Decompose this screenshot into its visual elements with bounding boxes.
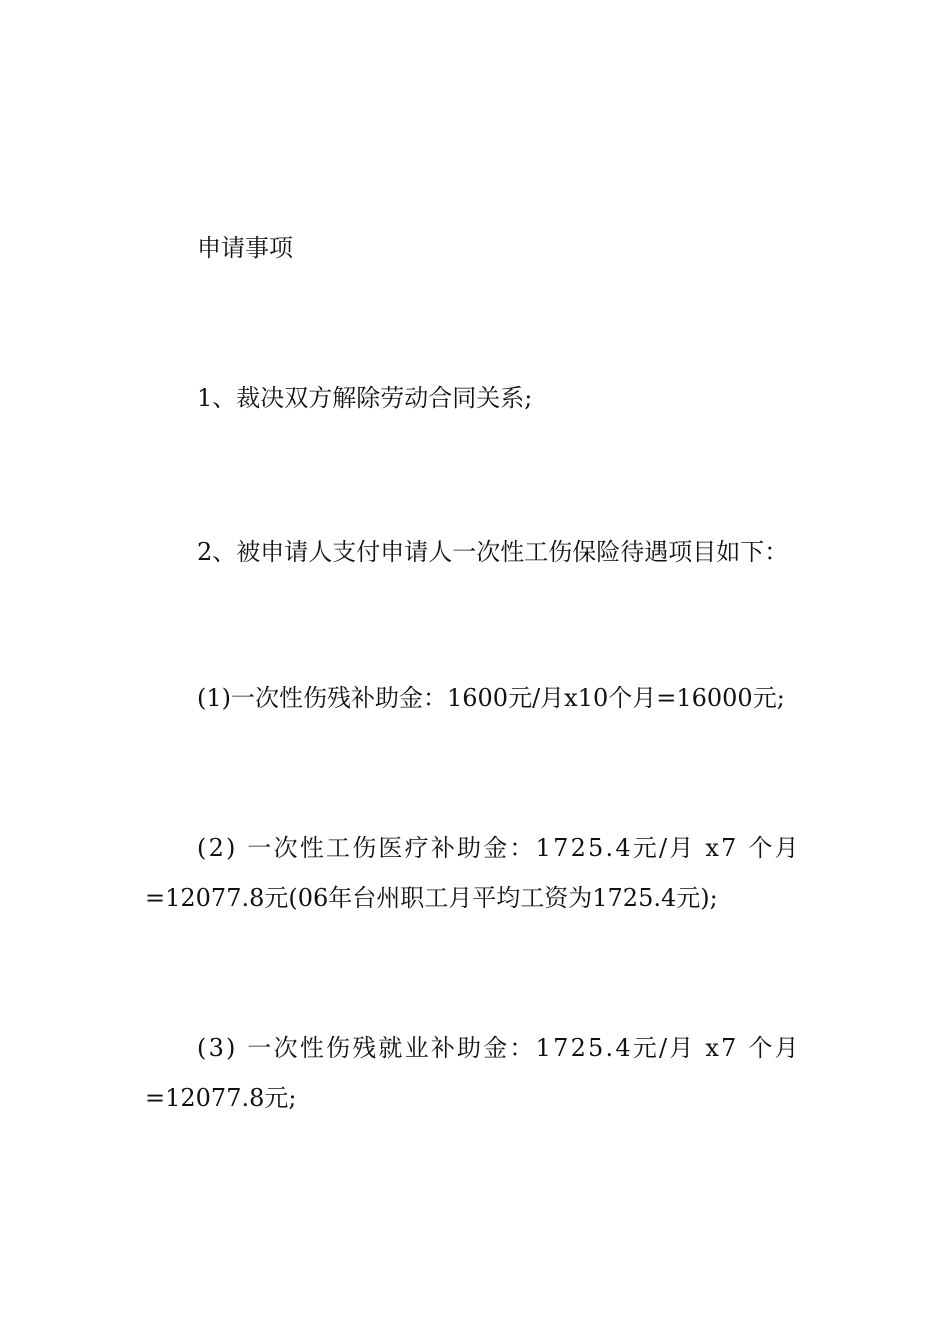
section-heading: [145, 223, 810, 273]
sub-item-1: [145, 673, 810, 723]
sub-item-2: [145, 823, 810, 923]
sub-item-3: [145, 1023, 810, 1123]
sub-item-1-text: (1)一次性伤残补助金：1600元/月x10个月=16000元;: [197, 684, 785, 712]
sub-item-2-line-1: (2) 一次性工伤医疗补助金：1725.4元/月 x7 个月: [197, 834, 801, 862]
section-heading-text: 申请事项: [197, 234, 293, 262]
request-item-2-text: 2、被申请人支付申请人一次性工伤保险待遇项目如下：: [197, 538, 789, 566]
request-item-1: [145, 373, 810, 423]
request-item-2: [145, 527, 810, 577]
request-item-1-text: 1、裁决双方解除劳动合同关系;: [197, 384, 533, 412]
sub-item-2-line-2: =12077.8元(06年台州职工月平均工资为1725.4元);: [145, 884, 718, 912]
sub-item-3-line-2: =12077.8元;: [145, 1084, 297, 1112]
sub-item-3-line-1: (3) 一次性伤残就业补助金：1725.4元/月 x7 个月: [197, 1034, 801, 1062]
